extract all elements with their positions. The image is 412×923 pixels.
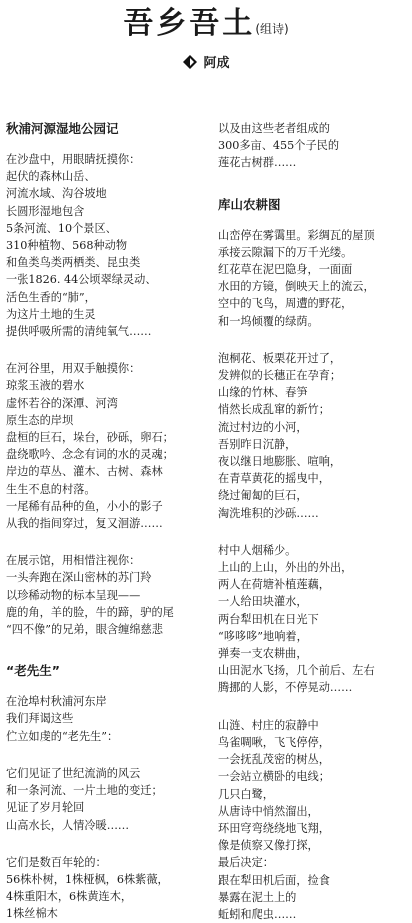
page-header bbox=[0, 6, 412, 42]
poem-stanza bbox=[6, 360, 201, 532]
poem-line: 暴露在泥土上的 bbox=[218, 890, 297, 904]
poem-line: 腾挪的人影，不停晃动…… bbox=[218, 681, 353, 695]
right-column bbox=[218, 120, 408, 923]
poem-line: 和一坞倾覆的绿荫。 bbox=[218, 314, 319, 328]
poem-line: 蚯蚓和爬虫…… bbox=[218, 907, 297, 921]
poem-line: 盘绕歌吟、念念有词的水的灵魂； bbox=[6, 448, 174, 462]
poem-line: 起伏的森林山岳、 bbox=[6, 170, 96, 184]
poem-line: “哆哆哆”地响着， bbox=[218, 629, 308, 643]
poem-line: 提供呼吸所需的清纯氧气…… bbox=[6, 325, 152, 339]
left-column bbox=[6, 120, 201, 923]
poem-line: 流过村边的小河， bbox=[218, 420, 308, 434]
poem-line: 它们是数百年轮的： bbox=[6, 855, 107, 869]
poem-stanza bbox=[6, 854, 201, 923]
poem-stanza bbox=[6, 151, 201, 340]
poem-line: 莲花古树群…… bbox=[218, 156, 297, 170]
poem-line: 以珍稀动物的标本呈现—— bbox=[6, 588, 141, 602]
poem-line: 承接云隙漏下的万千光缕。 bbox=[218, 245, 353, 259]
poem-stanza bbox=[218, 120, 408, 172]
poem-stanza bbox=[6, 693, 201, 745]
poem-line: 在河谷里，用双手触摸你： bbox=[6, 362, 141, 376]
poem-title: 库山农耕图 bbox=[218, 196, 281, 212]
poem-line: 鸟雀啁啾，飞飞停停， bbox=[218, 735, 330, 749]
poem-stanza bbox=[218, 350, 408, 522]
poem-line: 生生不息的村落。 bbox=[6, 482, 96, 496]
poem-line: 两台犁田机在日光下 bbox=[218, 612, 319, 626]
poem-line: 两人在荷塘补植莲藕， bbox=[218, 578, 330, 592]
poem-line: 琼浆玉液的碧水 bbox=[6, 379, 85, 393]
poem-line: 吾别昨日沉静， bbox=[218, 437, 297, 451]
poem-line: 绕过匍匐的巨石， bbox=[218, 489, 308, 503]
poem-line: 从唐诗中悄然溜出， bbox=[218, 804, 319, 818]
poem-line: 活色生香的“肺”， bbox=[6, 290, 96, 304]
poem-line: 山峦停在雾霭里。彩绸瓦的屋顶 bbox=[218, 228, 375, 242]
poem-line: 和一条河流、一片土地的变迁； bbox=[6, 784, 163, 798]
poem-line: 虚怀若谷的深潭、河湾 bbox=[6, 396, 118, 410]
poem-line: 岸边的草丛、灌木、古树、森林 bbox=[6, 465, 163, 479]
poem-line: 310种植物、568种动物 bbox=[6, 239, 128, 253]
poem-line: 河流水域、沟谷坡地 bbox=[6, 187, 107, 201]
poem-line: 为这片土地的生灵 bbox=[6, 307, 96, 321]
poem-line: 一人给田块灌水， bbox=[218, 595, 308, 609]
poem-line: 环田穹弯绕绕地飞翔， bbox=[218, 821, 330, 835]
poem-line: 一会抚乱茂密的树丛， bbox=[218, 753, 330, 767]
poem-line: 跟在犁田机后面，捡食 bbox=[218, 873, 330, 887]
poem-line: 在青草黄花的摇曳中， bbox=[218, 472, 330, 486]
poem-line: 空中的飞鸟，周遭的野花， bbox=[218, 297, 353, 311]
poem-line: 以及由这些老者组成的 bbox=[218, 122, 330, 135]
poem-line: 见证了岁月轮回 bbox=[6, 801, 85, 815]
page-title: 吾乡吾土 bbox=[123, 6, 256, 41]
poem-line: 我们拜谒这些 bbox=[6, 712, 74, 726]
poem-line: 夜以继日地膨胀、喧响， bbox=[218, 455, 342, 469]
poem-line: 56株朴树，1株桠枫，6株紫薇， bbox=[6, 872, 169, 886]
poem-line: 上山的上山，外出的外出， bbox=[218, 561, 353, 575]
author-name: 阿成 bbox=[203, 56, 230, 71]
poem-line: 弹奏一支农耕曲， bbox=[218, 647, 308, 661]
poem-line: 在展示馆，用相惜注视你： bbox=[6, 554, 141, 568]
poem-line: 在沧埠村秋浦河东岸 bbox=[6, 695, 107, 709]
poem-line: 长圆形湿地包含 bbox=[6, 204, 85, 218]
poem-line: 它们见证了世纪流淌的风云 bbox=[6, 766, 141, 780]
poem-line: 5条河流、10个景区、 bbox=[6, 221, 117, 235]
poem-line: 山高水长，人情冷暖…… bbox=[6, 818, 130, 832]
author-line bbox=[0, 52, 412, 71]
poem-line: 最后决定： bbox=[218, 856, 274, 870]
poem-line: 在沙盘中，用眼睛抚摸你： bbox=[6, 153, 141, 166]
poem-stanza bbox=[218, 542, 408, 697]
poem-line: 山缘的竹林、春笋 bbox=[218, 386, 308, 400]
poem-line: 1株丝棉木 bbox=[6, 907, 58, 921]
poem-line: 一头奔跑在深山密林的苏门羚 bbox=[6, 571, 152, 585]
poem-line: 4株重阳木，6株黄连木， bbox=[6, 890, 133, 904]
poem-line: 像是侦察又像打探， bbox=[218, 839, 319, 853]
poem-line: 从我的指间穿过，复又洄游…… bbox=[6, 517, 163, 531]
poem-line: 山田泥水飞扬，几个前后、左右 bbox=[218, 664, 375, 678]
poem-stanza bbox=[218, 717, 408, 923]
poem-line: 一张1826. 44公顷翠绿灵动、 bbox=[6, 273, 157, 287]
poem-line: “四不像”的兄弟，眼含缠绵慈悲 bbox=[6, 623, 163, 637]
poem-line: 伫立如虔的“老先生”： bbox=[6, 729, 119, 743]
poem-line: 几只白鹭， bbox=[218, 787, 274, 801]
poem-line: 一会站立横卧的电线； bbox=[218, 770, 330, 784]
poem-stanza bbox=[218, 227, 408, 330]
poem-line: 盘桓的巨石，垛台，砂砾，卵石； bbox=[6, 431, 174, 445]
poem-line: 村中人烟稀少。 bbox=[218, 543, 297, 557]
poem-title: 秋浦河源湿地公园记 bbox=[6, 121, 119, 136]
poem-line: 悄然长成乱窜的新竹； bbox=[218, 403, 330, 417]
poem-line: 鹿的角，羊的脸，牛的蹄，驴的尾 bbox=[6, 605, 174, 619]
poem-line: 300多亩、455个子民的 bbox=[218, 139, 340, 153]
poem-line: 山涟、村庄的寂静中 bbox=[218, 718, 319, 732]
diamond-bullet-icon bbox=[182, 54, 198, 70]
poem-line: 水田的方镜，倒映天上的流云， bbox=[218, 280, 375, 294]
poem-line: 原生态的岸坝 bbox=[6, 413, 74, 427]
poem-stanza bbox=[6, 552, 201, 638]
poem-line: 和鱼类鸟类两栖类、昆虫类 bbox=[6, 256, 141, 270]
poem-line: 一尾稀有品种的鱼，小小的影子 bbox=[6, 499, 163, 513]
poem-line: 发辨似的长穗正在孕育； bbox=[218, 369, 342, 383]
page-subtitle: (组诗) bbox=[255, 22, 289, 36]
poem-title: “老先生” bbox=[6, 663, 60, 679]
poem-line: 淘洗堆积的沙砾…… bbox=[218, 506, 319, 520]
poem-line: 红花草在泥巴隐身，一面面 bbox=[218, 263, 353, 277]
poem-line: 泡桐花、板栗花开过了， bbox=[218, 351, 342, 365]
poem-stanza bbox=[6, 765, 201, 834]
